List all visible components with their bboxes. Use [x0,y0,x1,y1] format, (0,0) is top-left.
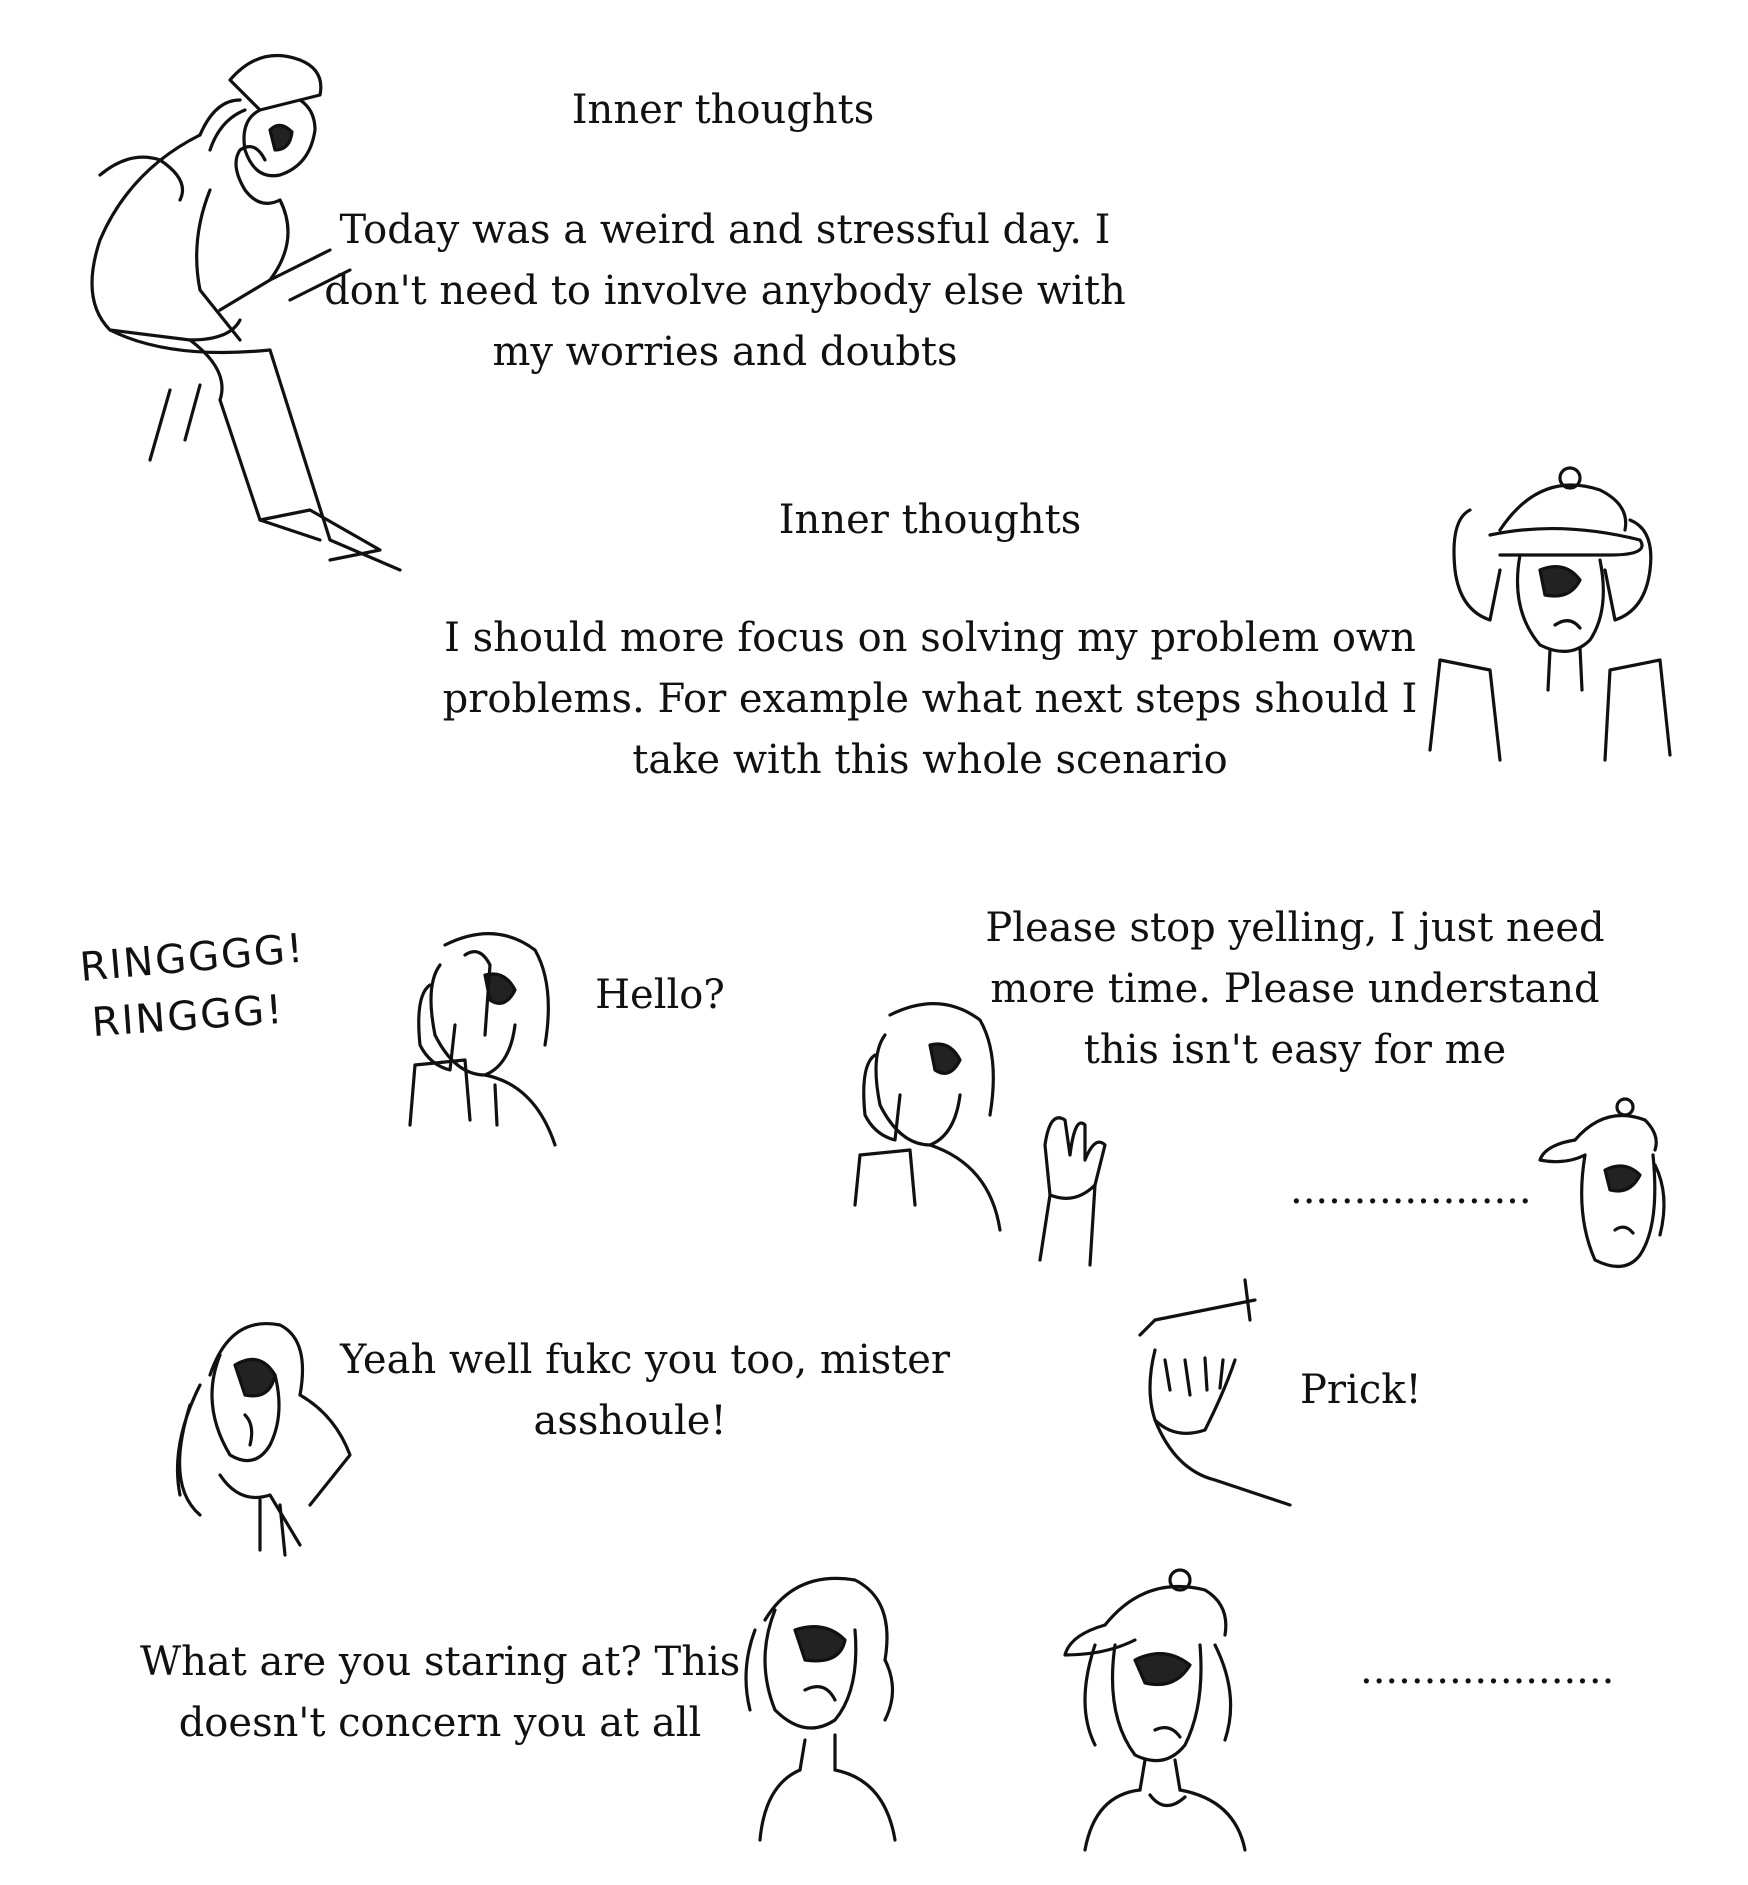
text-line: my worries and doubts [492,329,958,375]
text-line: Please stop yelling, I just need [985,905,1605,951]
cap-figure-face-in-hands-drawing [1430,460,1670,770]
text-line: What are you staring at? This [140,1639,741,1685]
text-line: don't need to involve anybody else with [324,268,1126,314]
text-line: more time. Please understand [990,966,1600,1012]
inner-thoughts-text-2 [430,608,1430,791]
hand-holding-phone-drawing [1135,1280,1295,1510]
hello-reply: Hello? [595,972,725,1018]
text-line: Today was a weird and stressful day. I [339,207,1111,253]
inner-thoughts-heading-1: Inner thoughts [571,87,875,133]
sound-effect-line: RINGGG! [90,986,286,1047]
angry-retort-text [340,1330,950,1452]
cap-figure-watching-drawing [1055,1565,1255,1855]
text-line: doesn't concern you at all [178,1700,702,1746]
figure-answering-phone-drawing [405,925,565,1155]
inner-thoughts-text-1 [300,200,1150,383]
staring-text [140,1632,740,1754]
figure-shouting-drawing [160,1305,360,1555]
text-line: this isn't easy for me [1083,1027,1507,1073]
silence-dots-1: ................... [1290,1167,1532,1213]
text-line: Yeah well fukc you too, mister [340,1337,950,1383]
cap-figure-profile-drawing [1535,1095,1675,1280]
prick-retort: Prick! [1300,1367,1422,1413]
text-line: take with this whole scenario [632,737,1228,783]
figure-yelling-drawing [735,1570,905,1850]
text-line: I should more focus on solving my problem own [444,615,1416,661]
inner-thoughts-heading-2: Inner thoughts [778,497,1082,543]
silence-dots-2: .................... [1360,1647,1615,1693]
ring-sound-effect [77,925,340,1052]
sound-effect-line: RINGGGG! [77,925,307,991]
text-line: problems. For example what next steps should I [442,676,1418,722]
text-line: asshoule! [533,1398,727,1444]
figure-on-phone-gesturing-drawing [850,995,1130,1270]
